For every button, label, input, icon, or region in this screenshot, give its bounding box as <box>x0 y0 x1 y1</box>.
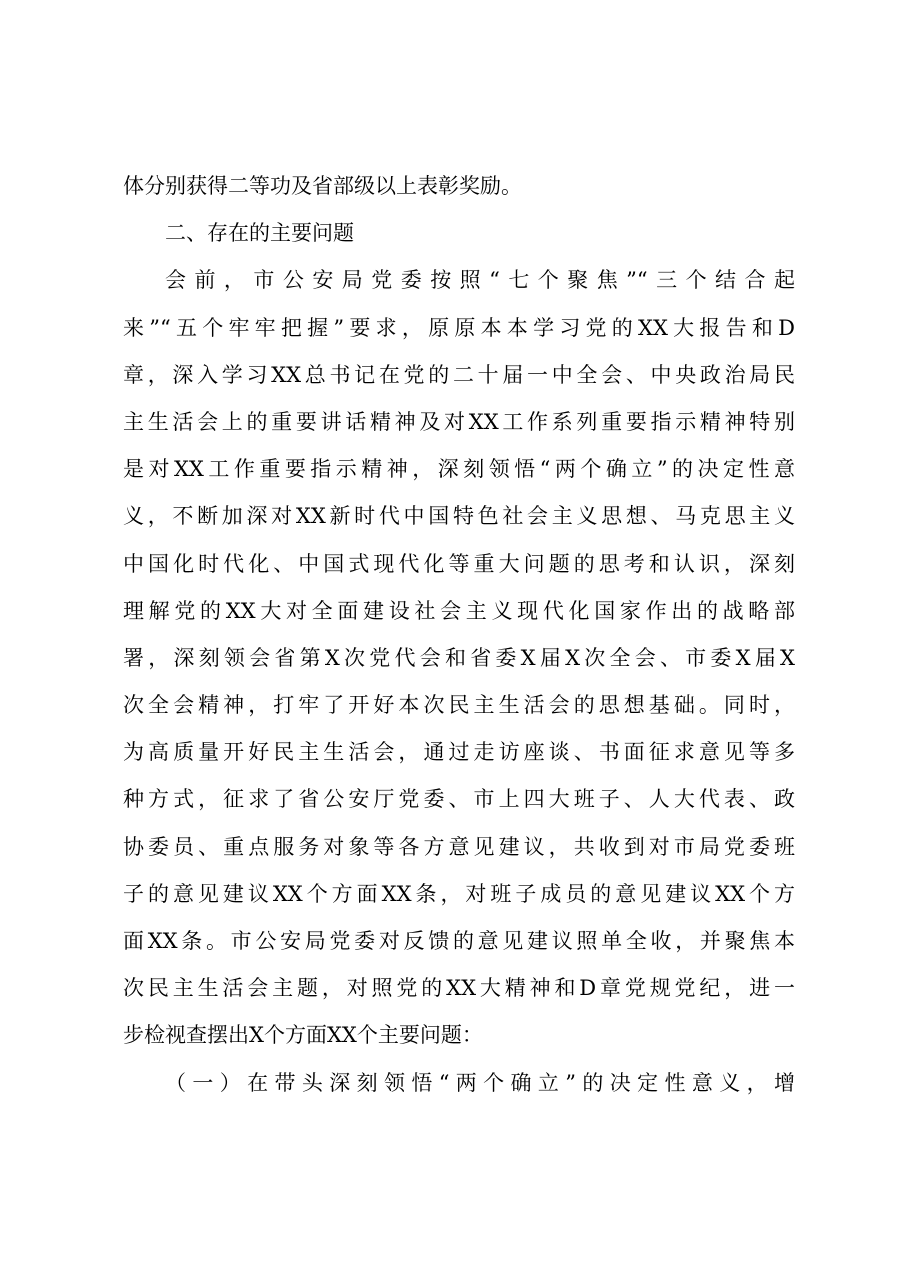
section-heading: 二、存在的主要问题 <box>165 221 354 246</box>
text-line: 是对XX工作重要指示精神，深刻领悟“两个确立”的决定性意 <box>123 457 795 482</box>
text-line: 协委员、重点服务对象等各方意见建议，共收到对市局党委班 <box>123 834 795 859</box>
text-line: 体分别获得二等功及省部级以上表彰奖励。 <box>123 174 522 198</box>
text-line: 来”“五个牢牢把握”要求，原原本本学习党的XX大报告和D <box>123 315 795 340</box>
text-line: 署，深刻领会省第X次党代会和省委X届X次全会、市委X届X <box>123 645 795 670</box>
text-line: 次民主生活会主题，对照党的XX大精神和D章党规党纪，进一 <box>123 976 795 1001</box>
text-line: 次全会精神，打牢了开好本次民主生活会的思想基础。同时， <box>123 693 795 718</box>
text-line: 为高质量开好民主生活会，通过走访座谈、书面征求意见等多 <box>123 740 795 765</box>
text-line: 面XX条。市公安局党委对反馈的意见建议照单全收，并聚焦本 <box>123 929 795 953</box>
text-line: 章，深入学习XX总书记在党的二十届一中全会、中央政治局民 <box>123 362 795 387</box>
subsection-heading: （一）在带头深刻领悟“两个确立”的决定性意义，增 <box>165 1070 795 1095</box>
text-line: 会前，市公安局党委按照“七个聚焦”“三个结合起 <box>165 268 795 293</box>
text-line: 主生活会上的重要讲话精神及对XX工作系列重要指示精神特别 <box>123 409 795 434</box>
text-line: 义，不断加深对XX新时代中国特色社会主义思想、马克思主义 <box>123 504 795 529</box>
text-line: 步检视查摆出X个方面XX个主要问题： <box>123 1023 483 1048</box>
text-line: 理解党的XX大对全面建设社会主义现代化国家作出的战略部 <box>123 598 795 623</box>
text-line: 子的意见建议XX个方面XX条，对班子成员的意见建议XX个方 <box>123 881 795 906</box>
text-line: 种方式，征求了省公安厅党委、市上四大班子、人大代表、政 <box>123 787 795 812</box>
body-text <box>123 163 795 1107</box>
text-line: 中国化时代化、中国式现代化等重大问题的思考和认识，深刻 <box>123 551 795 576</box>
